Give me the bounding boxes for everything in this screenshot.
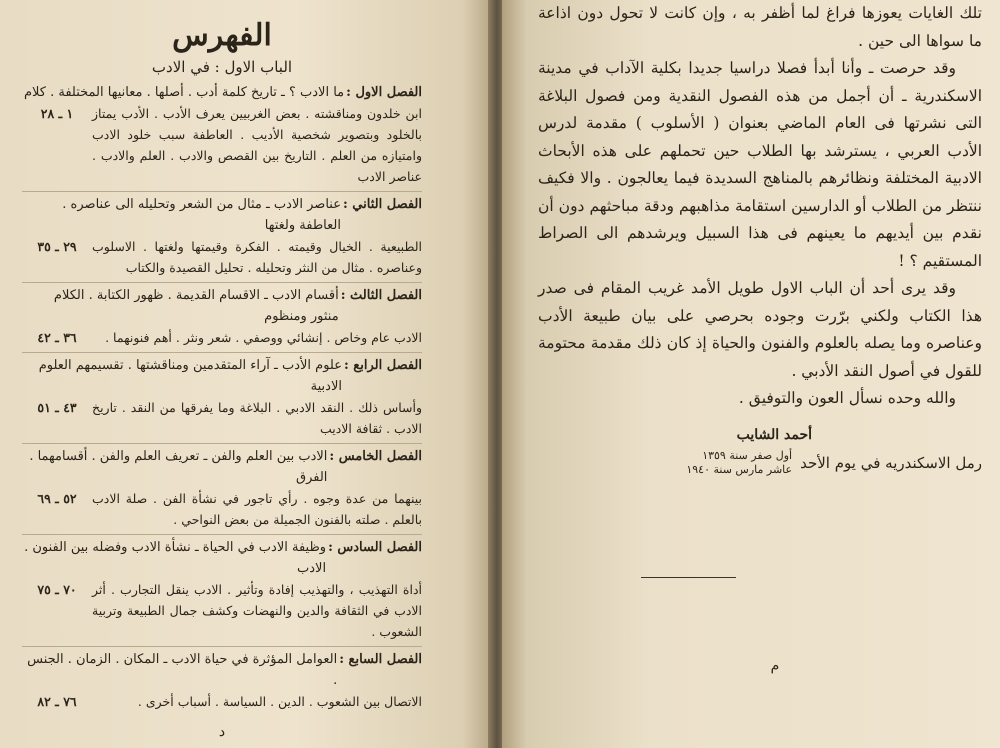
chapter-body [22,327,422,348]
chapter-body [22,397,422,439]
chapter-list [22,80,422,716]
chapter-page-range: ٧٠ ـ ٧٥ [37,582,77,597]
intro-paragraph: وقد حرصت ـ وأنا أبدأ فصلا دراسيا جديدا بكلية الآداب في مدينة الاسكندرية ـ أن أجمل من هذه الفصول النقدية ومن فصول البلاغة التى نشرتها فى العام الماضي بعنوان ( الأسلوب ) مقدمة لدرس الأدب العربي ، يسترشد بها الطلاب حين تحملهم على هذه الأبحاث الادبية المختلفة ونظائرهم بالمناهج السديدة فيما يعالجون . والا فكيف ننتظر من الطلاب أو الدارسين استقامة مذاهبهم ودقة مباحثهم دون أن نقدم بين أيديهم ما يعينهم فى هذا السبيل ويرشدهم الى الصراط المستقيم ؟ ! [538,59,982,270]
chapter-name: الفصل السابع : [339,652,422,667]
chapter-name: الفصل الخامس : [329,449,422,464]
chapter-body [22,488,422,530]
chapter-topics-first-line: أقسام الادب ـ الاقسام القديمة . ظهور الكتابة . الكلام منثور ومنظوم [53,288,339,324]
chapter-heading-line [22,355,422,397]
chapter-topics-first-line: علوم الأدب ـ آراء المتقدمين ومناقشتها . تقسيمهم العلوم الادبية [38,358,342,394]
chapter-name: الفصل الرابع : [343,358,422,373]
chapter-topics: الادب عام وخاص . إنشائي ووصفي . شعر ونثر . أهم فنونهما . [105,330,422,345]
chapter-entry [22,80,422,192]
chapter-topics: وأساس ذلك . النقد الادبي . البلاغة وما يفرقها من النقد . تاريخ الادب . ثقافة الاديب [92,400,422,436]
left-page-index [0,0,492,748]
chapter-entry [22,192,422,283]
chapter-page-range: ٢٩ ـ ٣٥ [37,239,77,254]
chapter-name: الفصل الثاني : [342,197,422,212]
chapter-topics-first-line: ما الادب ؟ ـ تاريخ كلمة أدب . أصلها . معانيها المختلفة . كلام [23,85,345,100]
chapter-entry [22,444,422,535]
author-signature: أحمد الشايب [736,426,812,443]
chapter-page-range: ٤٣ ـ ٥١ [37,400,77,415]
chapter-entry [22,283,422,353]
chapter-heading-line [22,649,422,691]
closing-rule [641,577,736,578]
chapter-entry [22,647,422,716]
chapter-body [22,236,422,278]
date-gregorian: عاشر مارس سنة ١٩٤٠ [686,462,793,476]
intro-paragraph: والله وحده نسأل العون والتوفيق . [738,389,956,407]
chapter-body [22,579,422,642]
chapter-heading-line [22,285,422,327]
chapter-heading-line [22,446,422,488]
chapter-topics-first-line: عناصر الادب ـ مثال من الشعر وتحليله الى عناصره . العاطفة ولغتها [62,197,341,233]
chapter-topics: ابن خلدون ومناقشته . بعض الغربيين يعرف الأدب . الأدب يمتاز بالخلود وبتصوير شخصية الأديب . العاطفة سبب خلود الادب وامتيازه من العلم . التاريخ بين القصص والادب . العلم والادب . عناصر الادب [92,106,422,184]
chapter-page-range: ١ ـ ٢٨ [40,106,74,121]
chapter-name: الفصل الاول : [346,85,422,100]
part-title: الباب الاول : في الادب [151,58,293,76]
chapter-name: الفصل السادس : [328,540,422,555]
chapter-heading-line [22,82,422,103]
right-page-introduction [502,0,1000,748]
chapter-topics: أداة التهذيب ، والتهذيب إفادة وتأثير . الادب ينقل التجارب . أثر الادب في الثقافة والدين والنهضات وكشف جمال الطبيعة وتربية الشعوب . [92,582,422,639]
chapter-topics-first-line: العوامل المؤثرة في حياة الادب ـ المكان . الزمان . الجنس . [27,652,338,688]
chapter-body [22,691,422,712]
chapter-heading-line [22,537,422,579]
chapter-entry [22,353,422,444]
chapter-topics: الطبيعية . الخيال وقيمته . الفكرة وقيمتها ولغتها . الاسلوب وعناصره . مثال من النثر وتحليله . تحليل القصيدة والكتاب [92,239,422,275]
chapter-name: الفصل الثالث : [340,288,422,303]
intro-paragraph: وقد يرى أحد أن الباب الاول طويل الأمد غريب المقام فى صدر هذا الكتاب ولكني برّرت وجوده بحرصي على بيان طبيعة الأدب وعناصره وما يصله بالعلوم والفنون والحياة إذ كان ذلك مقدمة محتومة للقول في أصول النقد الأدبي . [538,279,982,380]
intro-paragraph: تلك الغايات يعوزها فراغ لما أظفر به ، وإن كانت لا تحول دون اذاعة ما سواها الى حين . [538,4,982,50]
index-title: الفهرس [172,18,272,53]
chapter-entry [22,535,422,647]
page-number-mark: م [770,657,780,674]
chapter-topics-first-line: الادب بين العلم والفن ـ تعريف العلم والفن . أقسامهما . الفرق [29,449,328,485]
chapter-body [22,103,422,187]
chapter-topics: الاتصال بين الشعوب . الدين . السياسة . أسباب أخرى . [137,694,422,709]
chapter-page-range: ٣٦ ـ ٤٢ [37,330,77,345]
chapter-page-range: ٥٢ ـ ٦٩ [37,491,77,506]
chapter-topics: بينهما من عدة وجوه . رأي تاجور في نشأة الفن . صلة الادب بالعلم . صلته بالفنون الجميلة من بعض النواحي . [92,491,422,527]
dateline [538,449,982,477]
chapter-heading-line [22,194,422,236]
dateline-place: رمل الاسكندريه في يوم الأحد [800,453,982,472]
page-signature-mark: د [218,724,226,740]
introduction-text [538,0,982,413]
chapter-topics-first-line: وظيفة الادب في الحياة ـ نشأة الادب وفضله بين الفنون . الادب [24,540,327,576]
chapter-page-range: ٧٦ ـ ٨٢ [37,694,77,709]
date-stack [686,449,792,477]
date-hijri: أول صفر سنة ١٣٥٩ [702,448,793,462]
